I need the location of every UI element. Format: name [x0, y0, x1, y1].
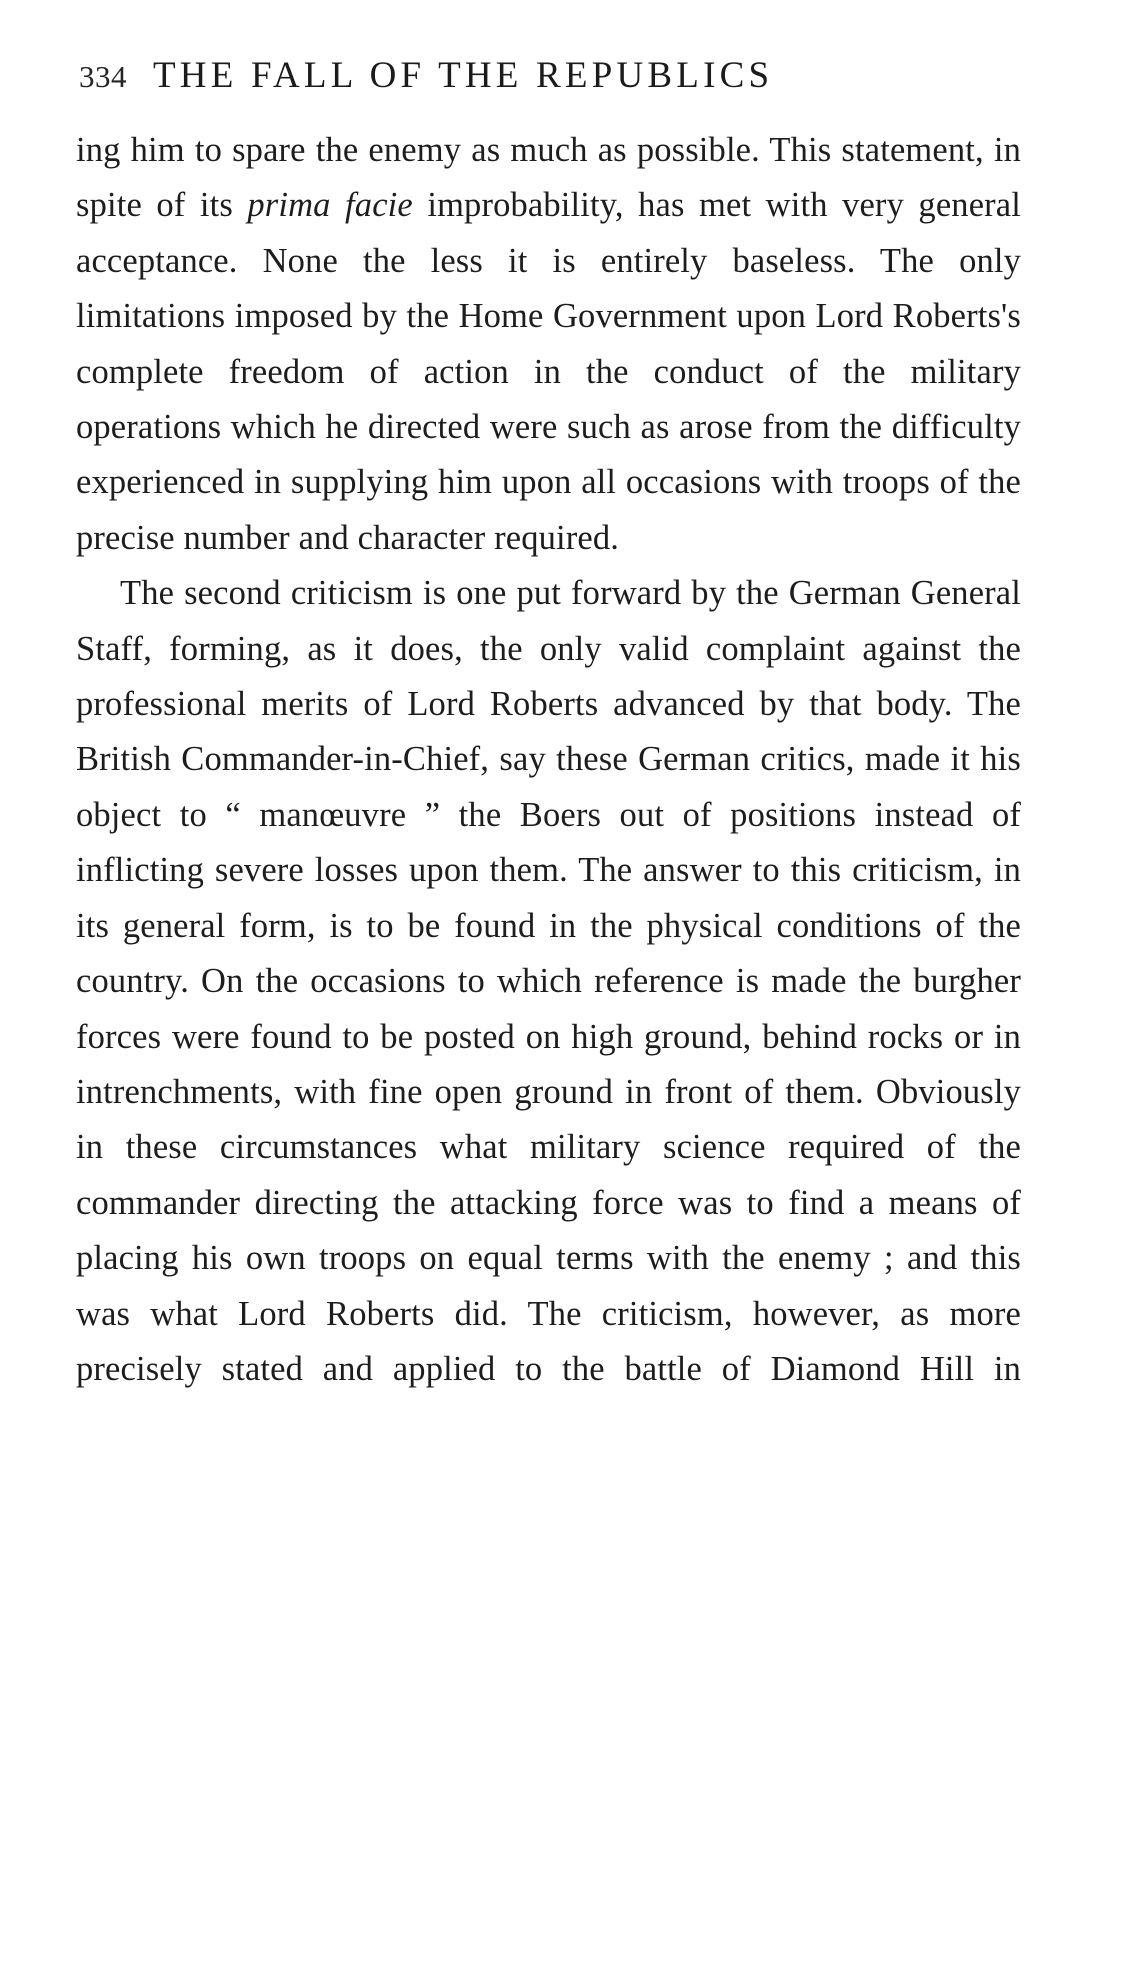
- body-text-column: [76, 123, 1021, 1453]
- justify-filler: [76, 1405, 1021, 1443]
- running-head-title: THE FALL OF THE REPUBLICS: [153, 55, 774, 96]
- paragraph: ing him to spare the enemy as much as possible. This statement, in spite of its prima facie improbability, has met with very general acceptance. None the less it is entirely baseless. The only limitations imposed by the Home Government upon Lord Roberts's complete freedom of action in the conduct of the military operations which he directed were such as arose from the difficulty experienced in supplying him upon all occasions with troops of the precise number and character required.: [76, 131, 1021, 557]
- italic-phrase: prima facie: [247, 186, 413, 225]
- page-number: 334: [79, 59, 127, 94]
- running-head: [79, 54, 1072, 97]
- paragraph: The second criticism is one put forward by the German General Staff, forming, as it does, the only valid complaint against the professional merits of Lord Roberts advanced by that body. The British Commander-in-Chief, say these German critics, made it his object to “ manœuvre ” the Boers out of positions instead of inflicting severe losses upon them. The answer to this criticism, in its general form, is to be found in the physical conditions of the country. On the occasions to which reference is made the burgher forces were found to be posted on high ground, behind rocks or in intrenchments, with fine open ground in front of them. Obviously in these circumstances what military science required of the commander directing the attacking force was to find a means of placing his own troops on equal terms with the enemy ; and this was what Lord Roberts did. The criticism, however, as more precisely stated and applied to the battle of Diamond Hill in: [76, 566, 1021, 1453]
- page-content: [72, 54, 1072, 1453]
